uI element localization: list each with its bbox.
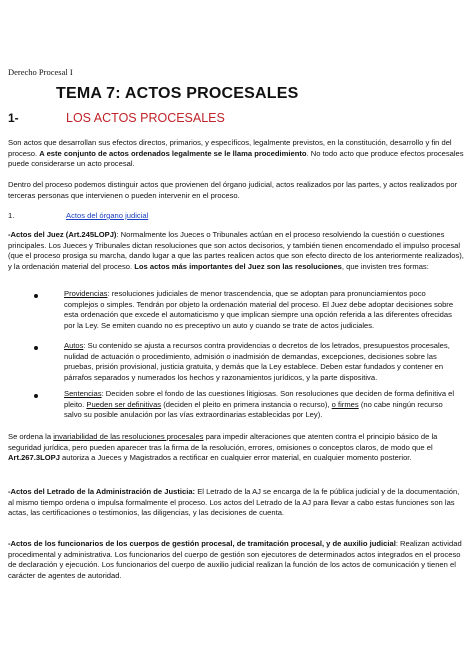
section-number: 1- [8, 111, 19, 125]
actos-juez-heading: -Actos del Juez (Art.245LOPJ) [8, 230, 117, 239]
bullet-autos [64, 341, 462, 383]
paragraph-classification: Dentro del proceso podemos distinguir actos que provienen del órgano judicial, actos realizados por las partes, y actos realizados por terceras personas que intervienen o pueden intervenir en el proceso. [8, 180, 458, 200]
invar-a: Se ordena la [8, 432, 52, 441]
bullet-sentencias [64, 389, 462, 421]
funcionarios-text: : Realizan actividad procedimental y administrativa. Los funcionarios del cuerpo de gestión son ejecutores de determinados actos integrados en el proceso de declaración y ejecución. Los funcionarios del cuerpo de auxilio judicial realizan la función de los actos de comunicación y tienen el carácter de agentes de autoridad. [8, 539, 462, 580]
bullet-underline-1: Pueden ser definitivas [86, 399, 162, 409]
bullet-term: Providencias [64, 289, 108, 298]
definition-text: Son actos que desarrollan sus efectos directos, primarios, y específicos, legalmente previstos, en la constitución, desarrollo y fin del proceso. [8, 138, 452, 158]
bullet-term: Sentencias [64, 389, 102, 398]
bullet-term: Autos [64, 341, 84, 350]
running-header: Derecho Procesal I [8, 67, 73, 77]
bullet-desc: : Su contenido se ajusta a recursos contra providencias o decretos de los letrados, presupuestos procesales, nulidad de actuación o procedimiento, admisión o inadmisión de demandas, excepciones, decisiones sobre las pruebas, prisión provisional, justicia gratuita, y demás que la Ley establece. Deben estar fundados y contener en párrafos separados y numerados los hechos y razonamientos jurídicos, y la parte dispositiva. [64, 341, 450, 382]
letrado-text: El Letrado de la AJ se encarga de la fe pública judicial y de la documentación, al mismo tiempo ordena o impulsa formalmente el proceso. Los actos del Letrado de la AJ para llevar a cabo estas funciones son las actas, las certificaciones o testimonios, las diligencias, y las decisiones de cuenta. [8, 487, 460, 518]
definition-tail: . No todo acto que produce efectos procesales puede considerarse un acto procesal. [8, 148, 464, 169]
bullet-mid: (deciden el pleito en primera instancia o recurso), [163, 399, 330, 409]
bullet-desc: : Deciden sobre el fondo de las cuestiones litigiosas. Son resoluciones que deciden de forma definitiva el pleito. [64, 389, 455, 409]
bullet-dot [34, 346, 38, 350]
paragraph-letrado [8, 487, 464, 519]
actos-juez-bold: Los actos más importantes del Juez son las resoluciones [134, 261, 342, 271]
page-title: TEMA 7: ACTOS PROCESALES [56, 85, 299, 102]
definition-bold: A este conjunto de actos ordenados legalmente se le llama procedimiento [39, 148, 307, 158]
actos-juez-tail: , que invisten tres formas: [341, 261, 429, 271]
list-number: 1. [8, 211, 15, 220]
invar-b: para impedir alteraciones que atenten contra el principio básico de la seguridad jurídica, pero pueden aparecer tras la firma de la resolución, errores, omisiones o conceptos claros, de modo que el [8, 432, 438, 452]
invar-article: Art.267.3LOPJ [8, 453, 60, 463]
actos-juez-text: : Normalmente los Jueces o Tribunales actúan en el proceso resolviendo la cuestión o cuestiones principales. Los Jueces y Tribunales dictan resoluciones que son actos decisorios, y también tienen encomendado el impulso procesal (que el proceso prosiga su marcha, dando lugar a que las partes realicen actos que son efecto directo de los anteriormente realizados), y la ordenación material del proceso. [8, 230, 464, 271]
invar-d: autoriza a Jueces y Magistrados a rectificar en cualquier error material, en cualquier momento posterior. [62, 453, 412, 463]
paragraph-definition [8, 138, 464, 170]
link-organo-judicial[interactable]: Actos del órgano judicial [66, 211, 149, 220]
bullet-dot [34, 294, 38, 298]
bullet-end: (no cabe ningún recurso salvo su posible anulación por las vías extraordinarias establecidas por Ley). [64, 399, 443, 420]
bullet-desc: : resoluciones judiciales de menor trascendencia, que se adoptan para pronunciamientos poco complejos o simples. Tendrán por objeto la ordenación material del proceso. El Juez debe adoptar decisiones sobre esta ordenación que excede el automaticismo y que implican siempre una opción referida a las diferentes ofrecidas por la Ley. Se emiten cuando no es preceptivo un auto y cuando se trate de actos judiciales. [64, 289, 454, 330]
paragraph-funcionarios [8, 539, 464, 581]
paragraph-invariabilidad [8, 432, 464, 464]
bullet-underline-2: o firmes [331, 399, 359, 409]
letrado-heading: -Actos del Letrado de la Administración de Justicia: [8, 487, 196, 496]
invar-underline: invariabilidad de las resoluciones procesales [53, 432, 204, 441]
bullet-providencias [64, 289, 462, 331]
funcionarios-heading: -Actos de los funcionarios de los cuerpos de gestión procesal, de tramitación procesal, y de auxilio judicial [8, 539, 396, 548]
section-title: LOS ACTOS PROCESALES [66, 111, 225, 125]
bullet-dot [34, 394, 38, 398]
paragraph-actos-juez [8, 230, 464, 272]
